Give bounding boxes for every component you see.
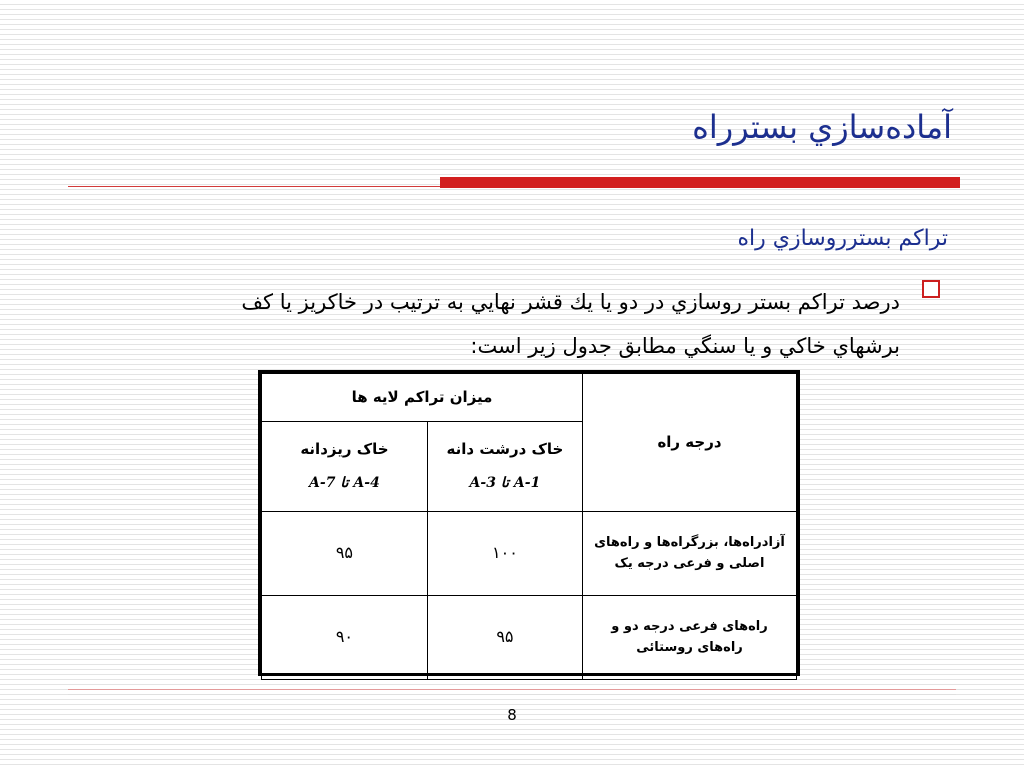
fine-value-cell: ۹۵ <box>262 512 428 596</box>
bullet-line-1: درصد تراكم بستر روسازي در دو يا يك قشر نهايي به ترتيب در خاكريز يا كف <box>241 290 900 314</box>
slide-title: آماده‌سازي بستر‌راه <box>692 108 952 146</box>
coarse-value-cell: ۱۰۰ <box>427 512 582 596</box>
coarse-soil-range: A-1 تا A-3 <box>469 475 541 492</box>
road-grade-cell: آزادراه‌ها، بزرگراه‌ها و راه‌های اصلی و فرعی درجه یک <box>583 512 797 596</box>
fine-value-cell: ۹۰ <box>262 596 428 680</box>
fine-soil-header <box>262 422 428 512</box>
fine-soil-range: A-4 تا A-7 <box>309 475 380 492</box>
bullet-text <box>100 280 900 368</box>
coarse-soil-label: خاک درشت دانه <box>446 440 564 459</box>
footer-rule <box>68 694 956 695</box>
footer-rule-accent <box>68 689 956 690</box>
compaction-header: ميزان تراكم لايه ها <box>262 374 583 422</box>
compaction-table <box>258 370 800 676</box>
title-underline-thick <box>440 177 960 188</box>
road-grade-header: درجه راه <box>583 374 797 512</box>
bullet-line-2: برشهاي خاكي و يا سنگي مطابق جدول زير است: <box>470 334 900 358</box>
coarse-soil-header <box>427 422 582 512</box>
slide-subtitle: تراكم بستر‌روسازي راه <box>737 226 948 251</box>
coarse-value-cell: ۹۵ <box>427 596 582 680</box>
table-row <box>262 596 797 680</box>
table-row <box>262 512 797 596</box>
page-number: 8 <box>507 706 517 724</box>
title-underline-thin <box>68 186 440 187</box>
road-grade-cell: راه‌های فرعی درجه دو و راه‌های روستائی <box>583 596 797 680</box>
hollow-square-icon <box>922 280 940 298</box>
fine-soil-label: خاک ريزدانه <box>300 440 389 459</box>
